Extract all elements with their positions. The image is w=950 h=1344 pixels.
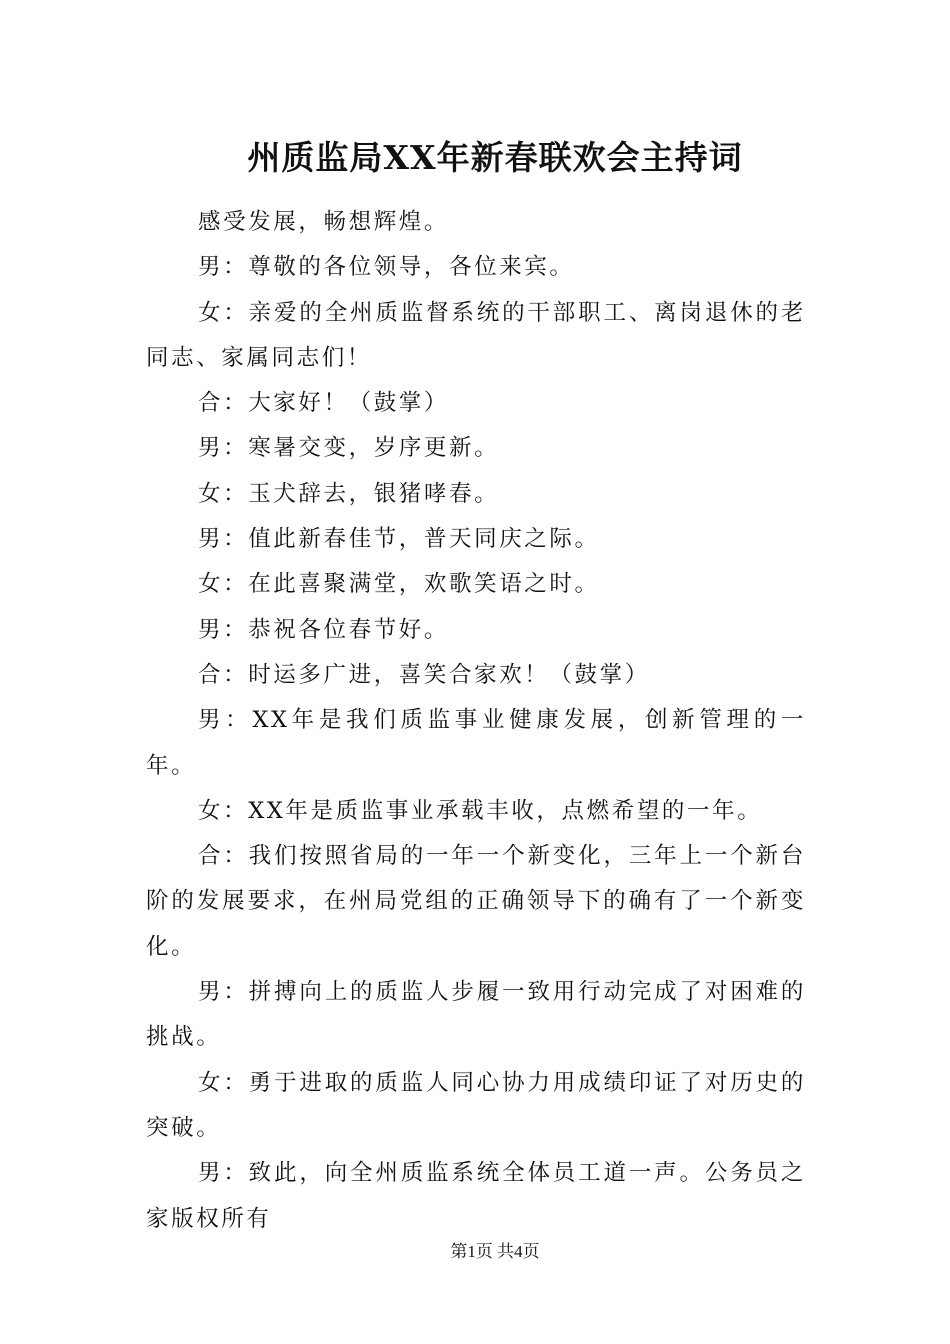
paragraph: 男：尊敬的各位领导，各位来宾。	[198, 254, 575, 281]
paragraph: 合：时运多广进，喜笑合家欢！（鼓掌）	[198, 661, 650, 688]
paragraph: 合：大家好！（鼓掌）	[198, 390, 450, 417]
paragraph: 合：我们按照省局的一年一个新变化，三年上一个新台阶的发展要求，在州局党组的正确领导下的确有了一个新变化。	[146, 843, 806, 960]
paragraph: 男：致此，向全州质监系统全体员工道一声。公务员之家版权所有	[146, 1160, 806, 1232]
paragraph: 男：值此新春佳节，普天同庆之际。	[198, 526, 600, 553]
paragraph: 女：勇于进取的质监人同心协力用成绩印证了对历史的突破。	[146, 1069, 806, 1141]
document-body	[146, 200, 806, 1242]
paragraph: 女：亲爱的全州质监督系统的干部职工、离岗退休的老同志、家属同志们！	[146, 299, 806, 371]
paragraph: 男：寒暑交变，岁序更新。	[198, 435, 500, 462]
page-number-footer: 第1页 共4页	[450, 1242, 540, 1261]
paragraph: 男：拼搏向上的质监人步履一致用行动完成了对困难的挑战。	[146, 979, 806, 1051]
document-title: 州质监局XX年新春联欢会主持词	[247, 138, 743, 177]
paragraph: 感受发展，畅想辉煌。	[198, 209, 450, 235]
paragraph: 男：恭祝各位春节好。	[198, 616, 450, 643]
paragraph: 男：XX年是我们质监事业健康发展，创新管理的一年。	[146, 707, 806, 779]
paragraph: 女：XX年是质监事业承载丰收，点燃希望的一年。	[198, 797, 763, 824]
paragraph: 女：玉犬辞去，银猪哮春。	[198, 480, 500, 507]
paragraph: 女：在此喜聚满堂，欢歌笑语之时。	[198, 571, 600, 598]
